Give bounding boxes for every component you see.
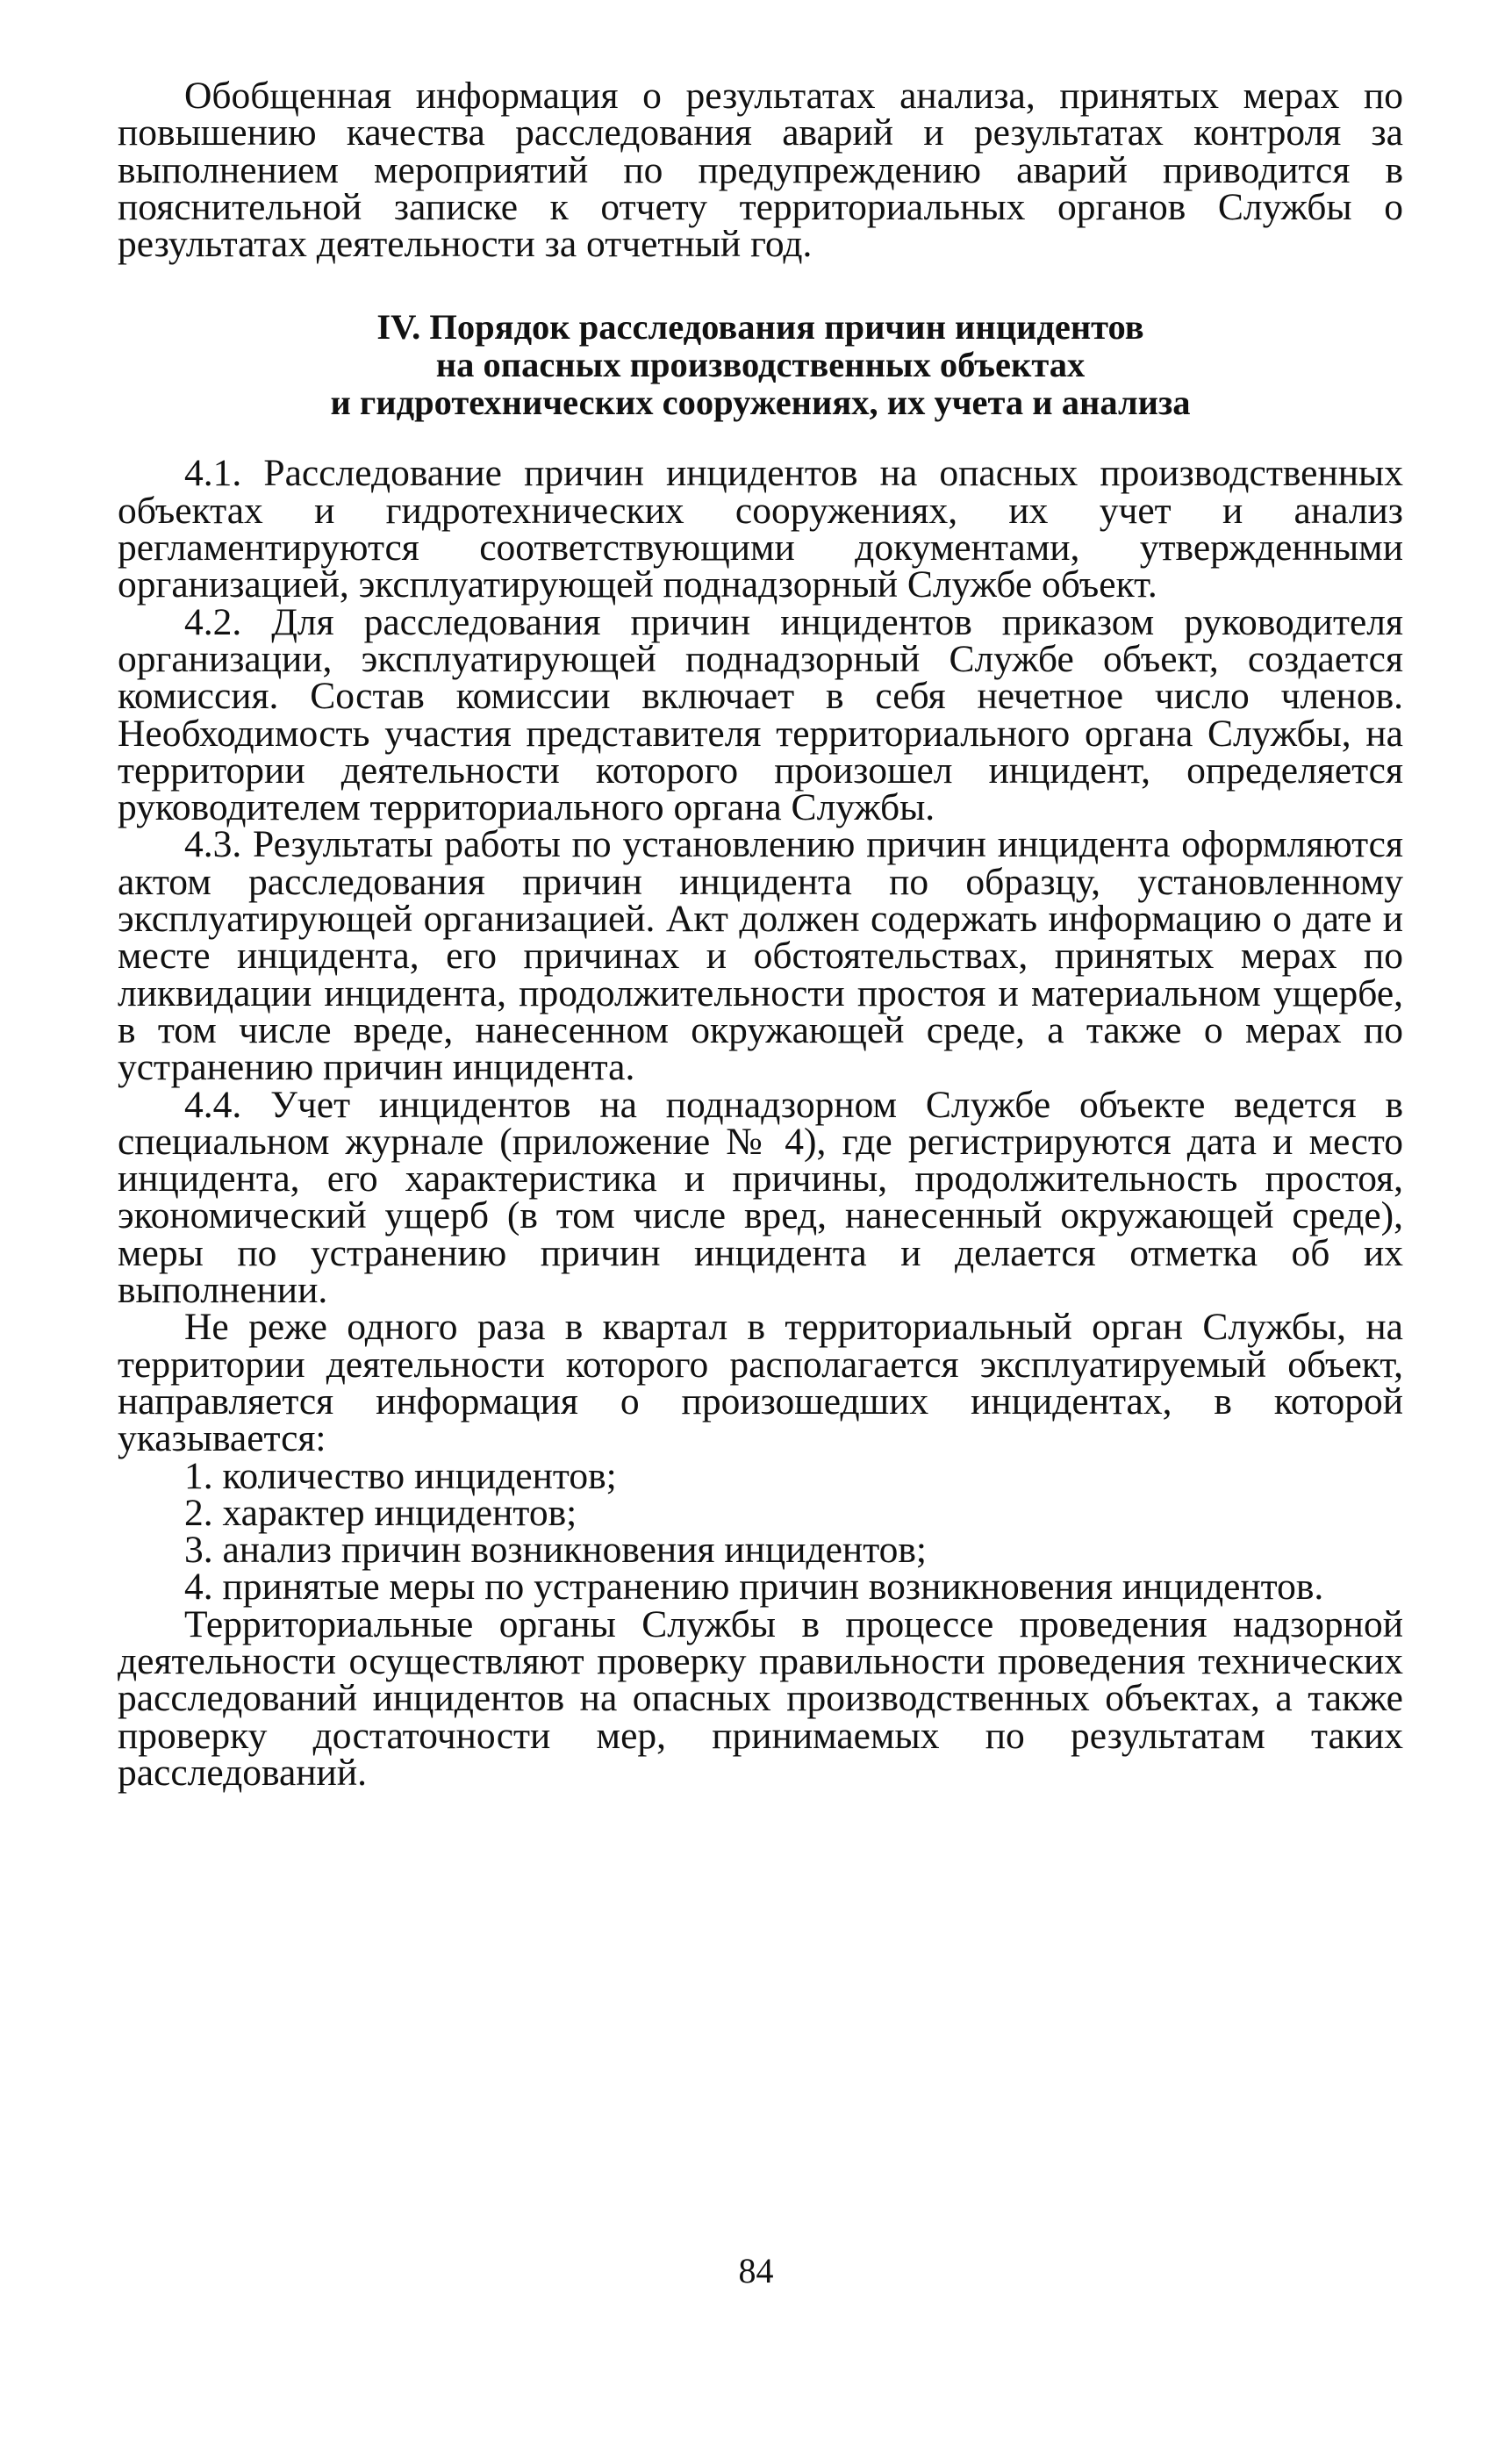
- section-heading-line-1: IV. Порядок расследования причин инцидентов: [376, 307, 1144, 348]
- list-item-2: 2. характер инцидентов;: [184, 1491, 577, 1534]
- list-item-1: 1. количество инцидентов;: [184, 1454, 617, 1497]
- paragraph-4-3: 4.3. Результаты работы по установлению причин инцидента оформляются актом расследования причин инцидента по образцу, установленному эксплуатирующей организацией. Акт должен содержать информацию о дате и месте инцидента, его причинах и обстоятельствах, принятых мерах по ликвидации инцидента, продолжительности простоя и материальном ущербе, в том числе вреде, нанесенном окружающей среде, а также о мерах по устранению причин инцидента.: [118, 823, 1403, 1089]
- paragraph-4-1: 4.1. Расследование причин инцидентов на опасных производственных объектах и гидротехнических сооружениях, их учет и анализ регламентируются соответствующими документами, утвержденными организацией, эксплуатирующей поднадзорный Службе объект.: [118, 452, 1403, 606]
- intro-paragraph: Обобщенная информация о результатах анализа, принятых мерах по повышению качества расследования аварий и результатах контроля за выполнением мероприятий по предупреждению аварий приводится в пояснительной записке к отчету территориальных органов Службы о результатах деятельности за отчетный год.: [118, 75, 1403, 266]
- closing-paragraph: Территориальные органы Службы в процессе проведения надзорной деятельности осуществляют проверку правильности проведения технических расследований инцидентов на опасных производственных объектах, а также проверку достаточности мер, принимаемых по результатам таких расследований.: [118, 1602, 1403, 1794]
- document-page: [118, 75, 1403, 1794]
- paragraph-quarterly: Не реже одного раза в квартал в территориальный орган Службы, на территории деятельности которого располагается эксплуатируемый объект, направляется информация о произошедших инцидентах, в которой указывается:: [118, 1306, 1403, 1460]
- section-heading-line-3: и гидротехнических сооружениях, их учета и анализа: [330, 383, 1191, 423]
- paragraph-4-2: 4.2. Для расследования причин инцидентов приказом руководителя организации, эксплуатирующей поднадзорный Службе объект, создается комиссия. Состав комиссии включает в себя нечетное число членов. Необходимость участия представителя территориального органа Службы, на территории деятельности которого произошел инцидент, определяется руководителем территориального органа Службы.: [118, 600, 1403, 829]
- page-number: 84: [738, 2251, 774, 2290]
- list-item-4: 4. принятые меры по устранению причин возникновения инцидентов.: [184, 1566, 1324, 1609]
- section-heading-line-2: на опасных производственных объектах: [435, 345, 1086, 385]
- incident-info-list: [118, 1454, 1403, 1609]
- section-heading: [118, 308, 1403, 421]
- paragraph-4-4: 4.4. Учет инцидентов на поднадзорном Службе объекте ведется в специальном журнале (приложение № 4), где регистрируются дата и место инцидента, его характеристика и причины, продолжительность простоя, экономический ущерб (в том числе вред, нанесенный окружающей среде), меры по устранению причин инцидента и делается отметка об их выполнении.: [118, 1083, 1403, 1312]
- list-item-3: 3. анализ причин возникновения инцидентов;: [184, 1529, 928, 1572]
